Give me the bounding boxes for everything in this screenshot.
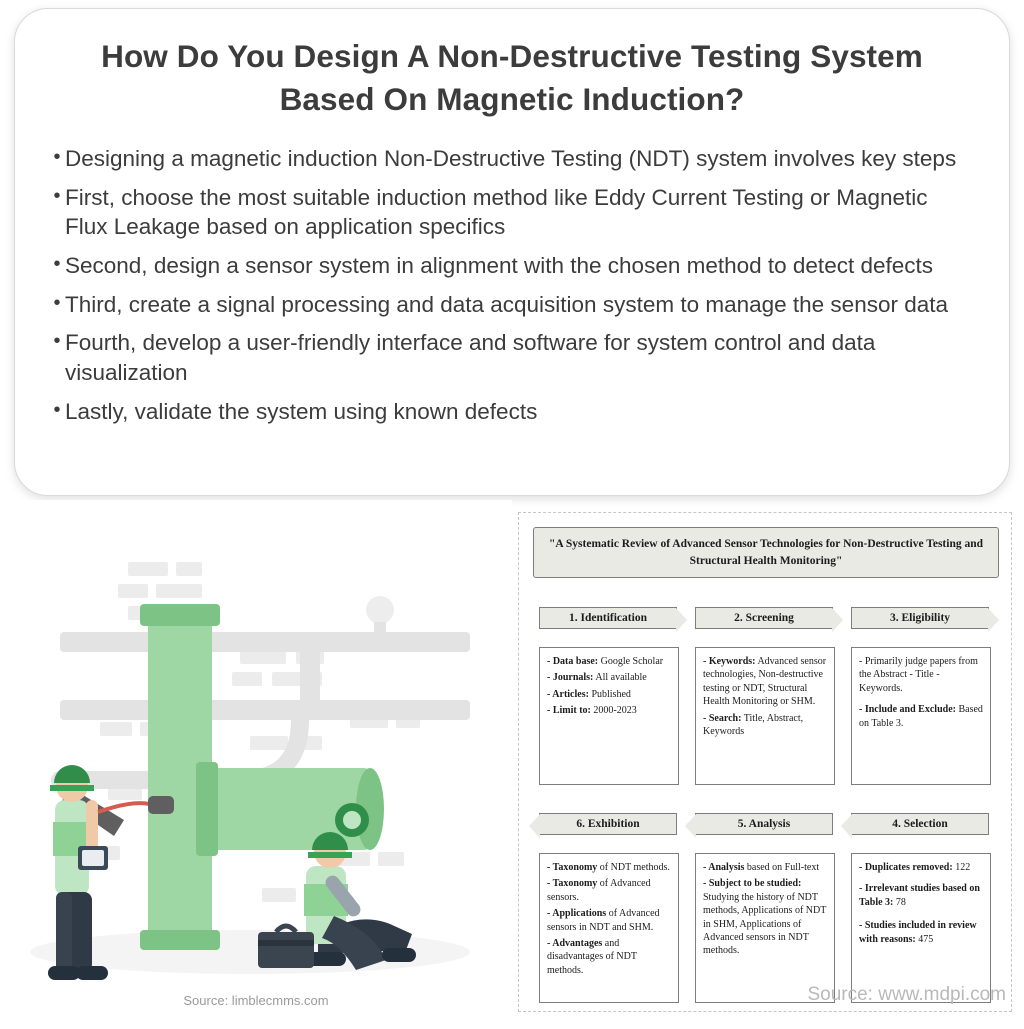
bullet-marker: • (53, 253, 61, 275)
list-item (49, 183, 975, 242)
stage-screening: 2. Screening (695, 607, 833, 629)
list-item-text: Third, create a signal processing and data acquisition system to manage the sensor data (65, 291, 949, 317)
page-title: How Do You Design A Non-Destructive Testing System Based On Magnetic Induction? (101, 38, 923, 118)
panel-label: - Studies included in review with reasons: (859, 920, 977, 945)
panel-exhibition (539, 853, 679, 1003)
panel-text: of NDT methods. (597, 862, 670, 873)
panel-text: and disadvantages of NDT methods. (547, 937, 637, 976)
panel-analysis (695, 853, 835, 1003)
panel-text: of Advanced sensors. (547, 878, 651, 903)
panel-label: - Subject to be studied: (703, 878, 802, 890)
panel-label: - Analysis (703, 862, 745, 873)
list-item-text: Fourth, develop a user-friendly interface and software for system control and data visualization (65, 330, 876, 386)
panel-label: - Taxonomy (547, 878, 598, 890)
bullet-marker: • (53, 291, 61, 314)
panel-text: based on Full-text (744, 862, 820, 873)
list-item-text: Lastly, validate the system using known defects (65, 398, 538, 424)
list-item (49, 397, 975, 427)
panel-text: of Advanced sensors in NDT and SHM. (547, 908, 660, 933)
panel-text: All available (593, 672, 647, 684)
list-item-text: Second, design a sensor system in alignment with the chosen method to detect defects (65, 253, 933, 278)
panel-text: Studying the history of NDT methods, Applications of NDT in SHM, Applications of Advanced sensors in NDT methods. (703, 891, 827, 957)
panel-label: - Keywords: (703, 656, 756, 667)
flow-diagram-title: "A Systematic Review of Advanced Sensor Technologies for Non-Destructive Testing and Structural Health Monitoring" (533, 527, 999, 578)
panel-label: - Duplicates removed: (859, 862, 953, 873)
panel-text: 2000-2023 (590, 705, 637, 717)
panel-selection (851, 853, 991, 1003)
bullet-marker: • (53, 145, 61, 168)
panel-label: - Taxonomy (547, 862, 598, 873)
bullet-list (49, 144, 975, 427)
pipeline-inspection-illustration (0, 500, 512, 1024)
panel-text: Published (588, 688, 631, 700)
illustration-source: Source: limblecmms.com (183, 993, 329, 1008)
panel-label: - Applications (547, 908, 607, 920)
panel-label: - Articles: (547, 688, 589, 700)
list-item-text: Designing a magnetic induction Non-Destructive Testing (NDT) system involves key steps (65, 145, 957, 171)
list-item (49, 251, 975, 281)
panel-text: 122 (952, 862, 971, 873)
panel-text: Title, Abstract, Keywords (703, 712, 804, 737)
list-item (49, 328, 975, 387)
diagram-watermark: Source: www.mdpi.com (807, 984, 1006, 1005)
stage-identification: 1. Identification (539, 607, 677, 629)
prisma-flow-diagram (518, 512, 1012, 1012)
illustration-svg (0, 500, 512, 1024)
info-card (14, 8, 1010, 496)
stage-eligibility: 3. Eligibility (851, 607, 989, 629)
panel-label: - Limit to: (547, 705, 591, 717)
panel-label: - Irrelevant studies based on Table 3: (859, 883, 980, 908)
stage-exhibition: 6. Exhibition (539, 813, 677, 835)
panel-text: - Primarily judge papers from the Abstract - Title - Keywords. (859, 656, 978, 694)
panel-identification (539, 647, 679, 785)
panel-label: - Data base: (547, 656, 599, 667)
panel-label: - Advantages (547, 937, 603, 949)
panel-eligibility (851, 647, 991, 785)
list-item (49, 290, 975, 320)
panel-text: Google Scholar (598, 656, 664, 667)
bullet-marker: • (53, 398, 61, 421)
list-item (49, 144, 975, 174)
bullet-marker: • (53, 330, 61, 353)
panel-screening (695, 647, 835, 785)
panel-label: - Include and Exclude: (859, 704, 956, 716)
panel-text: Based on Table 3. (859, 704, 983, 729)
list-item-text: First, choose the most suitable induction method like Eddy Current Testing or Magnetic Flux Leakage based on application specifics (65, 184, 928, 240)
bullet-marker: • (53, 184, 61, 207)
panel-text: 78 (893, 896, 906, 908)
panel-text: 475 (915, 933, 934, 945)
stage-selection: 4. Selection (851, 813, 989, 835)
panel-label: - Journals: (547, 672, 594, 684)
stage-analysis: 5. Analysis (695, 813, 833, 835)
panel-text: Advanced sensor technologies, Non-destructive testing or NDT, Structural Health Monitoring or SHM. (703, 656, 827, 708)
panel-label: - Search: (703, 712, 742, 724)
